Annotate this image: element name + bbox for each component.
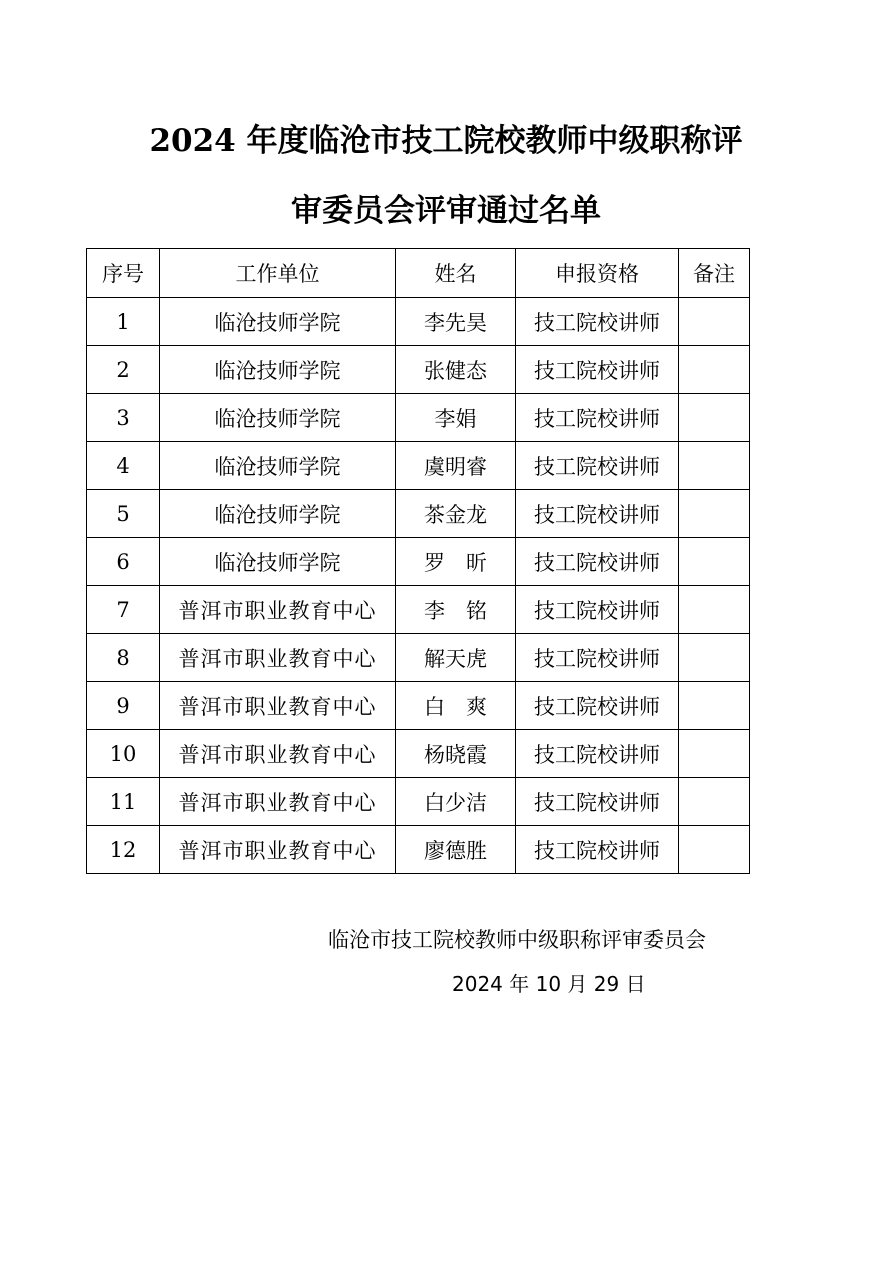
cell-unit: 临沧技师学院 — [160, 538, 396, 586]
column-header-qualification: 申报资格 — [516, 249, 679, 298]
table-row — [87, 394, 750, 442]
cell-index: 2 — [87, 346, 160, 394]
column-header-unit: 工作单位 — [160, 249, 396, 298]
cell-name: 李 铭 — [396, 586, 516, 634]
cell-name: 虞明睿 — [396, 442, 516, 490]
cell-unit: 普洱市职业教育中心 — [160, 826, 396, 874]
cell-index: 4 — [87, 442, 160, 490]
cell-name: 白 爽 — [396, 682, 516, 730]
cell-note — [679, 346, 750, 394]
table-row — [87, 298, 750, 346]
cell-unit: 普洱市职业教育中心 — [160, 634, 396, 682]
cell-qualification: 技工院校讲师 — [516, 634, 679, 682]
cell-index: 5 — [87, 490, 160, 538]
cell-note — [679, 682, 750, 730]
cell-unit: 临沧技师学院 — [160, 490, 396, 538]
cell-qualification: 技工院校讲师 — [516, 490, 679, 538]
cell-name: 杨晓霞 — [396, 730, 516, 778]
cell-note — [679, 394, 750, 442]
cell-note — [679, 442, 750, 490]
cell-index: 12 — [87, 826, 160, 874]
cell-note — [679, 490, 750, 538]
cell-name: 白少洁 — [396, 778, 516, 826]
table-row — [87, 538, 750, 586]
cell-name: 廖德胜 — [396, 826, 516, 874]
cell-note — [679, 298, 750, 346]
cell-note — [679, 826, 750, 874]
cell-qualification: 技工院校讲师 — [516, 394, 679, 442]
cell-note — [679, 730, 750, 778]
cell-unit: 普洱市职业教育中心 — [160, 730, 396, 778]
cell-qualification: 技工院校讲师 — [516, 298, 679, 346]
cell-qualification: 技工院校讲师 — [516, 682, 679, 730]
cell-name: 张健态 — [396, 346, 516, 394]
column-header-index: 序号 — [87, 249, 160, 298]
cell-qualification: 技工院校讲师 — [516, 586, 679, 634]
issue-date: 2024 年 10 月 29 日 — [452, 972, 646, 996]
cell-name: 李先昊 — [396, 298, 516, 346]
cell-name: 茶金龙 — [396, 490, 516, 538]
approved-list-table — [86, 248, 750, 874]
cell-unit: 普洱市职业教育中心 — [160, 778, 396, 826]
cell-index: 8 — [87, 634, 160, 682]
cell-note — [679, 586, 750, 634]
cell-unit: 临沧技师学院 — [160, 346, 396, 394]
document-title-line-1: 2024 年度临沧市技工院校教师中级职称评 — [149, 123, 743, 159]
cell-qualification: 技工院校讲师 — [516, 442, 679, 490]
cell-qualification: 技工院校讲师 — [516, 826, 679, 874]
issuing-committee: 临沧市技工院校教师中级职称评审委员会 — [328, 928, 706, 952]
cell-name: 罗 昕 — [396, 538, 516, 586]
table-row — [87, 346, 750, 394]
cell-note — [679, 634, 750, 682]
cell-qualification: 技工院校讲师 — [516, 730, 679, 778]
table-row — [87, 682, 750, 730]
cell-unit: 临沧技师学院 — [160, 442, 396, 490]
cell-index: 7 — [87, 586, 160, 634]
column-header-note: 备注 — [679, 249, 750, 298]
cell-index: 3 — [87, 394, 160, 442]
cell-unit: 临沧技师学院 — [160, 298, 396, 346]
cell-unit: 普洱市职业教育中心 — [160, 682, 396, 730]
table-row — [87, 634, 750, 682]
cell-qualification: 技工院校讲师 — [516, 778, 679, 826]
column-header-name: 姓名 — [396, 249, 516, 298]
cell-index: 11 — [87, 778, 160, 826]
table-row — [87, 586, 750, 634]
table-row — [87, 490, 750, 538]
table-row — [87, 730, 750, 778]
cell-index: 9 — [87, 682, 160, 730]
cell-index: 6 — [87, 538, 160, 586]
table-row — [87, 778, 750, 826]
cell-index: 10 — [87, 730, 160, 778]
table-header-row — [87, 249, 750, 298]
table-row — [87, 826, 750, 874]
cell-note — [679, 778, 750, 826]
cell-qualification: 技工院校讲师 — [516, 346, 679, 394]
cell-name: 解天虎 — [396, 634, 516, 682]
cell-qualification: 技工院校讲师 — [516, 538, 679, 586]
table-row — [87, 442, 750, 490]
cell-index: 1 — [87, 298, 160, 346]
document-title-line-2: 审委员会评审通过名单 — [291, 193, 601, 229]
cell-unit: 临沧技师学院 — [160, 394, 396, 442]
cell-note — [679, 538, 750, 586]
cell-name: 李娟 — [396, 394, 516, 442]
cell-unit: 普洱市职业教育中心 — [160, 586, 396, 634]
